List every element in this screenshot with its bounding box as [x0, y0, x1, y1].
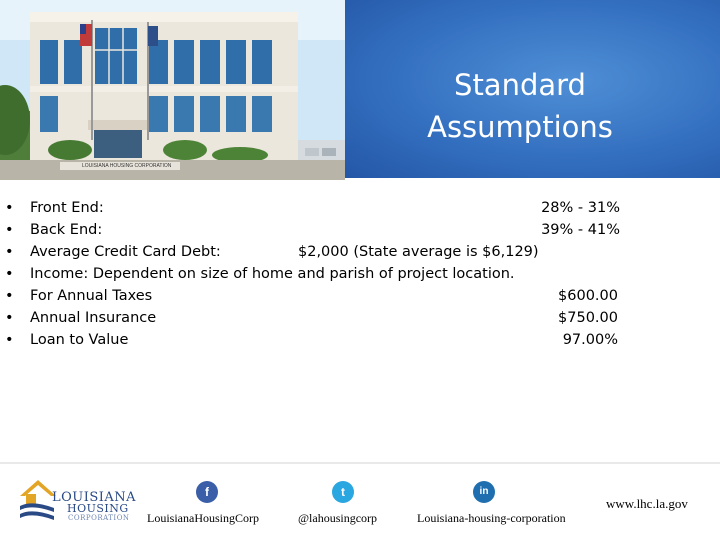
item-value: $750.00	[558, 310, 618, 326]
bullet-icon: •	[5, 266, 14, 282]
item-label: Front End:	[30, 200, 104, 216]
item-value: $600.00	[558, 288, 618, 304]
item-value: 39% - 41%	[541, 222, 620, 238]
bullet-icon: •	[5, 222, 14, 238]
title-line-2: Assumptions	[427, 110, 613, 144]
logo-line-1: LOUISIANA	[52, 490, 137, 505]
list-item	[0, 310, 720, 332]
item-label: Back End:	[30, 222, 103, 238]
logo-line-3: CORPORATION	[68, 514, 130, 522]
item-value: 28% - 31%	[541, 200, 620, 216]
logo-line-2: HOUSING	[67, 502, 129, 515]
item-label: Loan to Value	[30, 332, 129, 348]
building-photo	[0, 0, 345, 180]
linkedin-icon[interactable]: in	[473, 481, 495, 503]
list-item	[0, 332, 720, 354]
list-item	[0, 222, 720, 244]
facebook-link[interactable]: LouisianaHousingCorp	[147, 511, 259, 525]
bullet-icon: •	[5, 332, 14, 348]
bullet-icon: •	[5, 310, 14, 326]
facebook-icon[interactable]: f	[196, 481, 218, 503]
list-item	[0, 244, 720, 266]
twitter-link[interactable]: @lahousingcorp	[298, 511, 378, 525]
footer-divider	[0, 462, 720, 464]
bullet-icon: •	[5, 200, 14, 216]
item-label: Annual Insurance	[30, 310, 157, 326]
list-item	[0, 200, 720, 222]
title-line-1: Standard	[454, 68, 586, 102]
item-value: 97.00%	[562, 332, 618, 348]
building-sign: LOUISIANA HOUSING CORPORATION	[82, 163, 172, 169]
twitter-icon[interactable]: t	[332, 481, 354, 503]
item-label: Average Credit Card Debt:	[30, 244, 221, 260]
bullet-icon: •	[5, 288, 14, 304]
list-item	[0, 266, 720, 288]
linkedin-link[interactable]: Louisiana-housing-corporation	[417, 511, 566, 525]
item-label: For Annual Taxes	[30, 288, 153, 304]
item-detail: $2,000 (State average is $6,129)	[298, 244, 539, 260]
list-item	[0, 288, 720, 310]
website-link[interactable]: www.lhc.la.gov	[606, 496, 688, 511]
item-label: Income: Dependent on size of home and parish of project location.	[30, 266, 515, 282]
slide-title	[395, 64, 645, 148]
bullet-icon: •	[5, 244, 14, 260]
